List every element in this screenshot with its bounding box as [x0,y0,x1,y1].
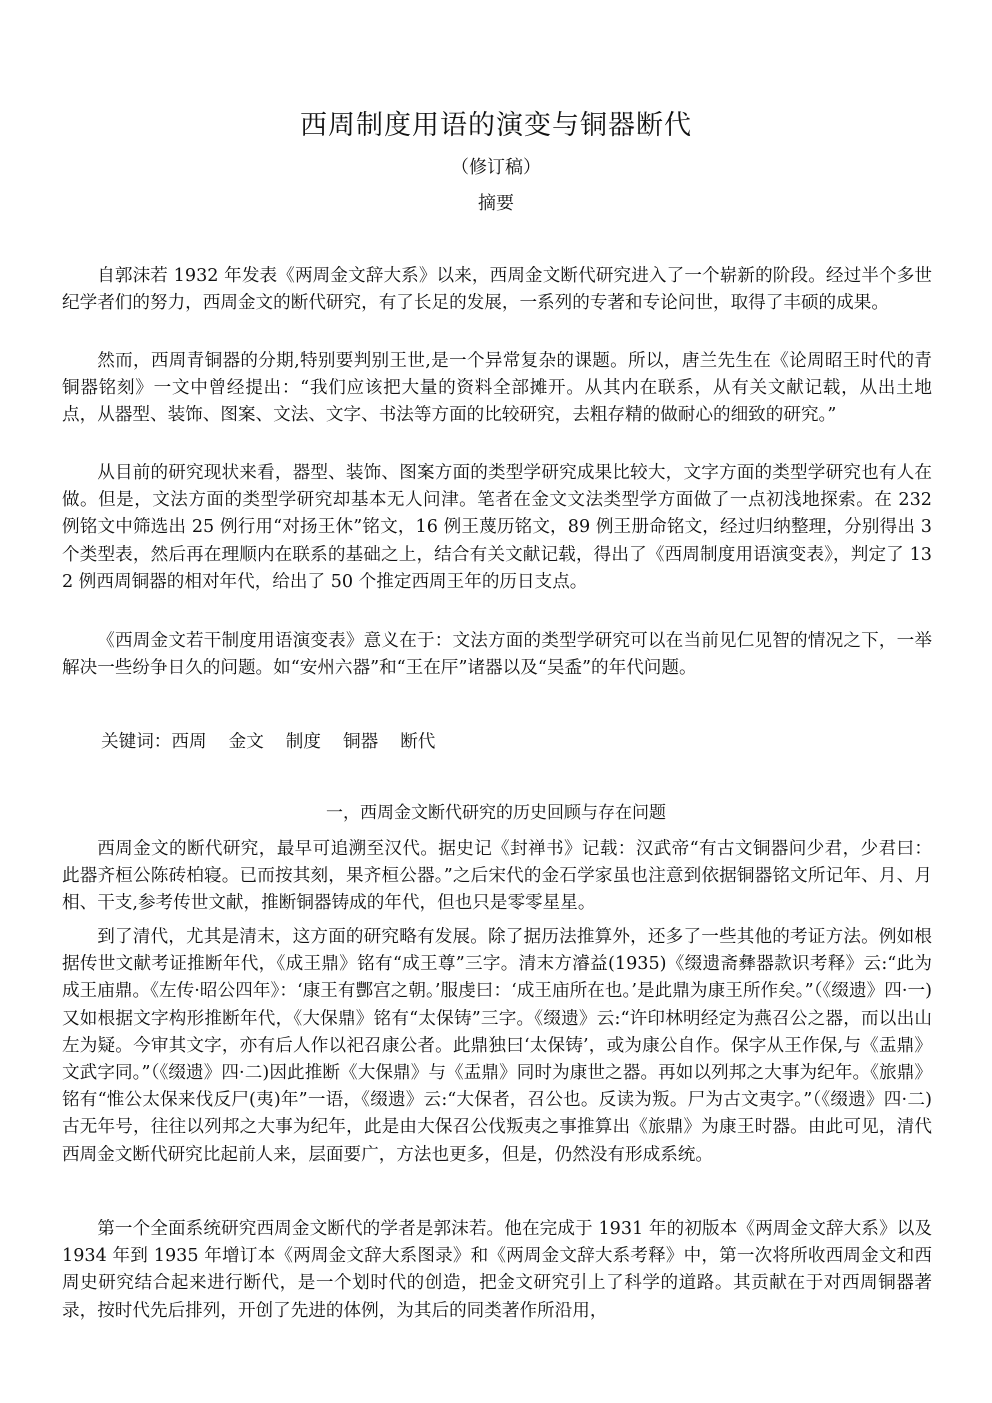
abstract-paragraph [62,263,932,317]
abstract-paragraph-text: 从目前的研究现状来看，器型、装饰、图案方面的类型学研究成果比较大，文字方面的类型学研究也有人在做。但是，文法方面的类型学研究却基本无人问津。笔者在金文文法类型学方面做了一点初浅地探索。在 232 例铭文中筛选出 25 例行用“对扬王休”铭文，16 例王蔑历铭文，89 例王册命铭文，经过归纳整理，分别得出 3 个类型表，然后再在理顺内在联系的基础之上，结合有关文献记载，得出了《西周制度用语演变表》，判定了 132 例西周铜器的相对年代，给出了 50 个推定西周王年的历日支点。 [62,463,932,592]
keyword: 断代 [400,732,436,752]
abstract-paragraph-text: 《西周金文若干制度用语演变表》意义在于：文法方面的类型学研究可以在当前见仁见智的情况之下，一举解决一些纷争日久的问题。如“安州六器”和“王在厈”诸器以及“吴盉”的年代问题。 [62,631,932,679]
keyword: 西周 [171,732,207,752]
keywords-line [101,729,457,756]
body-paragraph-text: 西周金文的断代研究，最早可追溯至汉代。据史记《封禅书》记载：汉武帝“有古文铜器问少君，少君曰：此器齐桓公陈砖柏寝。已而按其刻，果齐桓公器。”之后宋代的金石学家虽也注意到依据铜器铭文所记年、月、月相、干支,参考传世文献，推断铜器铸成的年代，但也只是零零星星。 [62,839,932,914]
body-paragraph-text: 第一个全面系统研究西周金文断代的学者是郭沫若。他在完成于 1931 年的初版本《两周金文辞大系》以及 1934 年到 1935 年增订本《两周金文辞大系图录》和《两周金文辞大系考释》中，第一次将所收西周金文和西周史研究结合起来进行断代，是一个划时代的创造，把金文研究引上了科学的道路。其贡献在于对西周铜器著录，按时代先后排列，开创了先进的体例，为其后的同类著作所沿用， [62,1219,932,1321]
abstract-paragraph [62,348,932,430]
keyword: 铜器 [343,732,379,752]
keyword: 制度 [285,732,321,752]
keyword: 金文 [228,732,264,752]
document-subtitle: （修订稿） [451,157,541,178]
body-paragraph-text: 到了清代，尤其是清末，这方面的研究略有发展。除了据历法推算外，还多了一些其他的考证方法。例如根据传世文献考证推断年代，《成王鼎》铭有“成王尊”三字。清末方濬益(1935)《缀遗斋彝器款识考释》云:“此为成王庙鼎。《左传·昭公四年》：‘康王有酆宫之朝。’服虔曰：‘成王庙所在也。’是此鼎为康王所作矣。”（《缀遗》四·一)又如根据文字构形推断年代，《大保鼎》铭有“太保铸”三字。《缀遗》云:“许印林明经定为燕召公之器，而以出山左为疑。今审其文字，亦有后人作以祀召康公者。此鼎独曰‘太保铸’，或为康公自作。保字从王作保,与《盂鼎》文武字同。”（《缀遗》四·二)因此推断《大保鼎》与《盂鼎》同时为康世之器。再如以列邦之大事为纪年。《旅鼎》铭有“惟公太保来伐反尸(夷)年”一语，《缀遗》云:“大保者，召公也。反读为叛。尸为古文夷字。”（《缀遗》四·二)古无年号，往往以列邦之大事为纪年，此是由大保召公伐叛夷之事推算出《旅鼎》为康王时器。由此可见，清代西周金文断代研究比起前人来，层面要广，方法也更多，但是，仍然没有形成系统。 [62,927,932,1165]
body-paragraph [62,836,932,918]
abstract-heading: 摘要 [478,193,514,214]
keywords-label: 关键词： [101,732,172,752]
section-heading: 一，西周金文断代研究的历史回顾与存在问题 [326,803,666,823]
abstract-paragraph-text: 自郭沫若 1932 年发表《两周金文辞大系》以来，西周金文断代研究进入了一个崭新的阶段。经过半个多世纪学者们的努力，西周金文的断代研究，有了长足的发展，一系列的专著和专论问世，取得了丰硕的成果。 [62,266,932,314]
document-title: 西周制度用语的演变与铜器断代 [300,110,692,141]
abstract-paragraph [62,628,932,682]
abstract-paragraph-text: 然而，西周青铜器的分期,特别要判别王世,是一个异常复杂的课题。所以，唐兰先生在《论周昭王时代的青铜器铭刻》一文中曾经提出：“我们应该把大量的资料全部摊开。从其内在联系，从有关文献记载，从出土地点，从器型、装饰、图案、文法、文字、书法等方面的比较研究，去粗存精的做耐心的细致的研究。” [62,351,932,426]
body-paragraph [62,924,932,1169]
abstract-paragraph [62,460,932,596]
body-paragraph [62,1216,932,1325]
